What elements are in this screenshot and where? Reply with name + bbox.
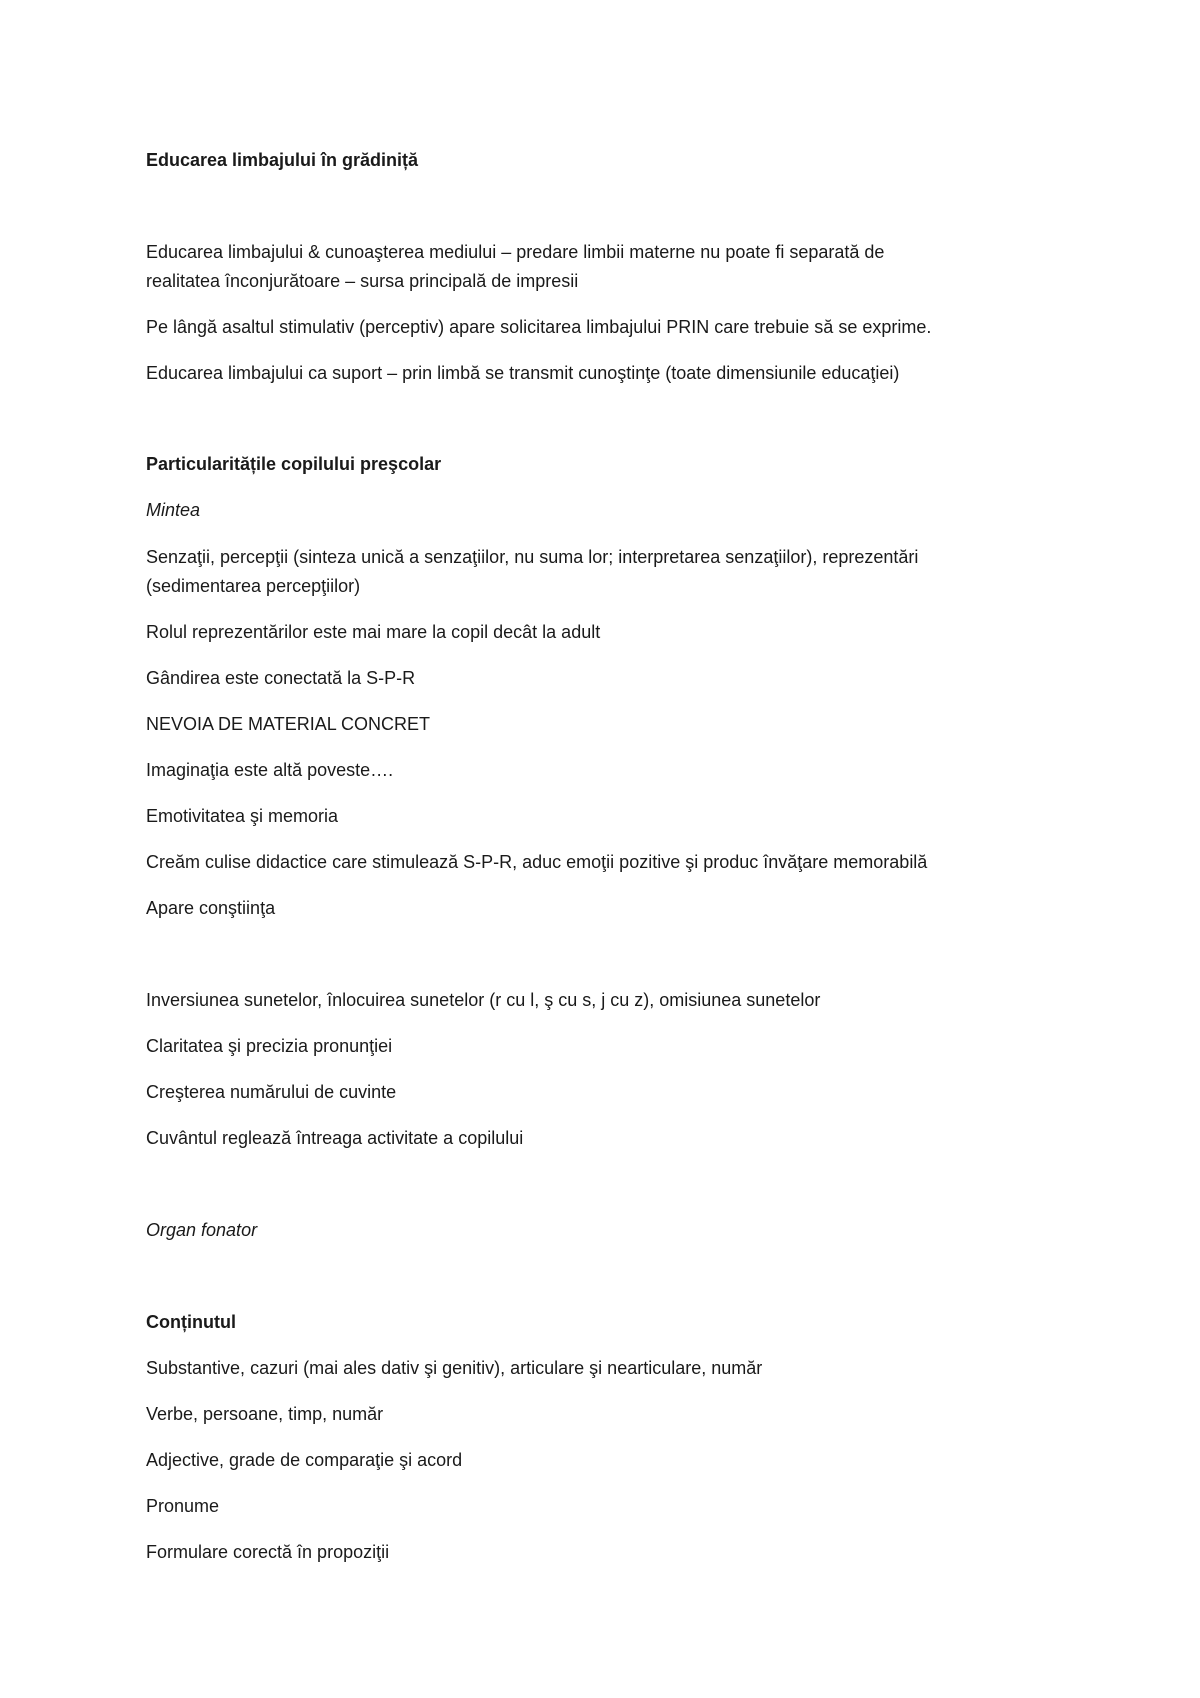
paragraph-line: NEVOIA DE MATERIAL CONCRET xyxy=(146,714,431,734)
paragraph-line: Rolul reprezentărilor este mai mare la copil decât la adult xyxy=(146,622,601,642)
document-title: Educarea limbajului în grădiniță xyxy=(146,150,419,170)
paragraph-line: Adjective, grade de comparaţie şi acord xyxy=(146,1450,463,1470)
paragraph-line: Educarea limbajului & cunoaşterea mediului – predare limbii materne nu poate fi separată de xyxy=(146,242,885,262)
paragraph-line: Creşterea numărului de cuvinte xyxy=(146,1082,397,1102)
paragraph-line: Gândirea este conectată la S-P-R xyxy=(146,668,416,688)
paragraph-line: Pronume xyxy=(146,1496,220,1516)
paragraph-line: Formulare corectă în propoziţii xyxy=(146,1542,390,1562)
paragraph-line: (sedimentarea percepţiilor) xyxy=(146,576,361,596)
paragraph-line: Inversiunea sunetelor, înlocuirea sunetelor (r cu l, ş cu s, j cu z), omisiunea sunetelor xyxy=(146,990,821,1010)
paragraph-line: Creăm culise didactice care stimulează S-P-R, aduc emoţii pozitive şi produc învăţare memorabilă xyxy=(146,852,928,872)
paragraph-line: Imaginaţia este altă poveste…. xyxy=(146,760,394,780)
paragraph-line: Apare conştiinţa xyxy=(146,898,276,918)
section-subheading: Organ fonator xyxy=(146,1220,258,1240)
section-subheading: Mintea xyxy=(146,500,201,520)
paragraph-line: Pe lângă asaltul stimulativ (perceptiv) apare solicitarea limbajului PRIN care trebuie să se exprime. xyxy=(146,317,932,337)
paragraph-line: Emotivitatea şi memoria xyxy=(146,806,339,826)
paragraph-line: Cuvântul reglează întreaga activitate a copilului xyxy=(146,1128,524,1148)
section-heading: Particularitățile copilului preşcolar xyxy=(146,454,442,474)
section-heading: Conținutul xyxy=(146,1312,236,1332)
paragraph-line: Educarea limbajului ca suport – prin limbă se transmit cunoştinţe (toate dimensiunile educaţiei) xyxy=(146,363,900,383)
paragraph-line: Claritatea şi precizia pronunţiei xyxy=(146,1036,393,1056)
paragraph-line: realitatea înconjurătoare – sursa principală de impresii xyxy=(146,271,579,291)
paragraph-line: Senzaţii, percepţii (sinteza unică a senzaţiilor, nu suma lor; interpretarea senzaţiilor), reprezentări xyxy=(146,547,919,567)
paragraph-line: Substantive, cazuri (mai ales dativ şi genitiv), articulare şi nearticulare, număr xyxy=(146,1358,763,1378)
paragraph-line: Verbe, persoane, timp, număr xyxy=(146,1404,384,1424)
